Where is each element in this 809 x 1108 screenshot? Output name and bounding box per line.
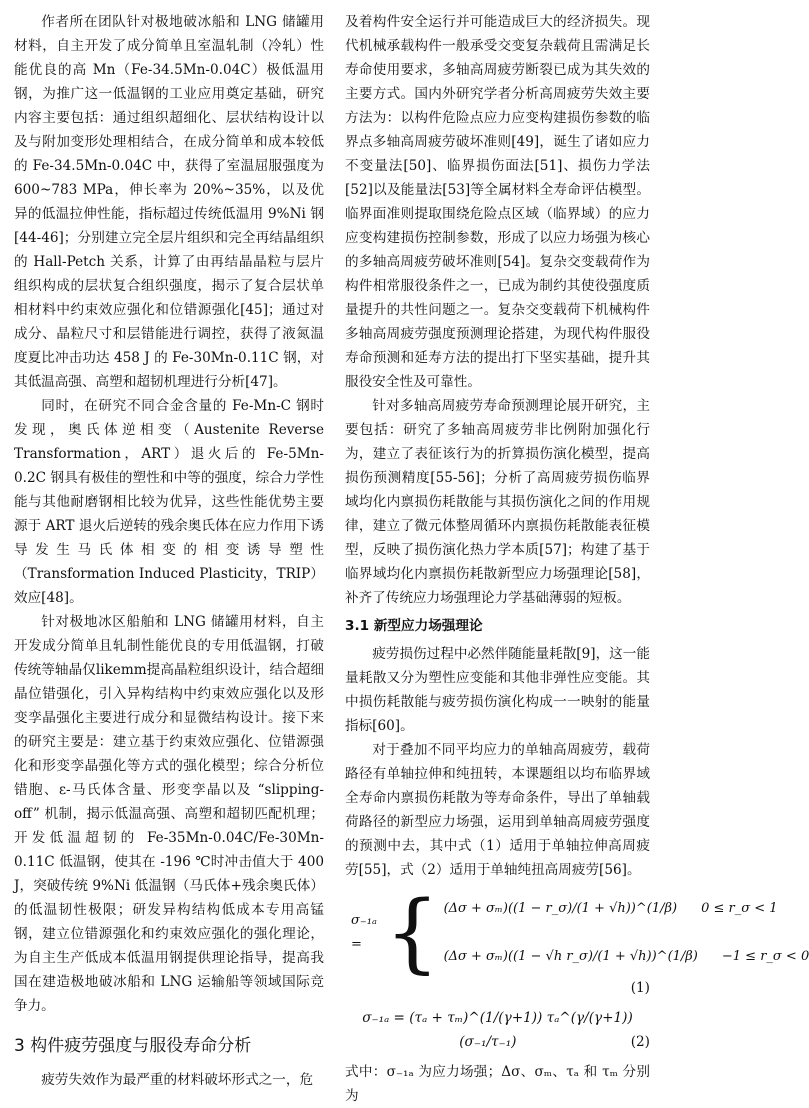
brace-symbol: { — [384, 883, 440, 983]
equation-2 — [345, 1006, 650, 1054]
equation-1 — [351, 883, 809, 983]
equation-cases — [444, 897, 809, 969]
left-column — [14, 10, 324, 1092]
equation-number: (1) — [630, 980, 650, 996]
subsection-heading: 3.1 新型应力场强理论 — [345, 618, 483, 634]
equation-condition: 0 ≤ r_σ < 1 — [701, 901, 778, 916]
paragraph: 针对多轴高周疲劳寿命预测理论展开研究，主要包括：研究了多轴高周疲劳非比例附加强化行为，建立了表征该行为的折算损伤演化模型，提高损伤预测精度[55-56]；分析了高周疲劳损伤临界域均化内禀损伤耗散能与其损伤演化之间的作用规律，建立了微元体整周循环内禀损伤耗散能表征模型，反映了损伤演化热力学本质[57]；构建了基于临界域均化内禀损伤耗散新型应力场强理论[58]，补齐了传统应力场强理论力学基础薄弱的短板。 — [345, 398, 650, 606]
right-column — [345, 10, 809, 1108]
paragraph: 疲劳损伤过程中必然伴随能量耗散[9]，这一能量耗散又分为塑性应变能和其他非弹性应变能。其中损伤耗散能与疲劳损伤演化构成一一映射的能量指标[60]。 — [345, 646, 650, 734]
equation-expr: (Δσ + σₘ)((1 − r_σ)/(1 + √h))^(1/β) — [443, 901, 678, 916]
paragraph: 疲劳失效作为最严重的材料破坏形式之一，危 — [41, 1072, 314, 1088]
equation-case — [444, 897, 809, 921]
equation-condition: −1 ≤ r_σ < 0 — [721, 949, 809, 964]
equation-expr: σ₋₁ₐ = (τₐ + τₘ)^(1/(γ+1)) τₐ^(γ/(γ+1)) (σ₋₁/τ₋₁) — [362, 1010, 633, 1050]
paragraph: 式中：σ₋₁ₐ 为应力场强；Δσ、σₘ、τₐ 和 τₘ 分别为 — [345, 1064, 650, 1104]
equation-case — [444, 945, 809, 969]
equation-lhs: σ₋₁ₐ = — [351, 913, 377, 952]
section-heading: 3 构件疲劳强度与服役寿命分析 — [14, 1036, 252, 1056]
equation-number: (2) — [630, 1034, 650, 1050]
paragraph: 针对极地冰区船舶和 LNG 储罐用材料，自主开发成分简单且轧制性能优良的专用低温钢，打破传统等轴晶仅likemm提高晶粒组织设计，结合超细晶位错强化，引入异构结构中约束效应强化以及形变孪晶强化主要进行成分和显微结构设计。接下来的研究主要是：建立基于约束效应强化、位错源强化和形变孪晶强化等方式的强化模型；综合分析位错胞、ε-马氏体含量、形变孪晶以及 “slipping-off” 机制，揭示低温高强、高塑和超韧匹配机理；开发低温超韧的 Fe-35Mn-0.04C/Fe-30Mn-0.11C 低温钢，使其在 -196 ℃时冲击值大于 400 J，突破传统 9%Ni 低温钢（马氏体+残余奥氏体）的低温韧性极限；研发异构结构低成本专用高锰钢，建立位错源强化和约束效应强化的强化理论，为自主生产低成本低温用钢提供理论指导，提高我国在建造极地破冰船和 LNG 运输船等领域国际竞争力。 — [14, 614, 324, 1014]
paragraph: 对于叠加不同平均应力的单轴高周疲劳，载荷路径有单轴拉伸和纯扭转，本课题组以均布临界域全寿命内禀损伤耗散为等寿命条件，导出了单轴载荷路径的新型应力场强，运用到单轴高周疲劳强度的预测中去，其中式（1）适用于单轴拉伸高周疲劳[55]，式（2）适用于单轴纯扭高周疲劳[56]。 — [345, 742, 650, 878]
paragraph: 作者所在团队针对极地破冰船和 LNG 储罐用材料，自主开发了成分简单且室温轧制（冷轧）性能优良的高 Mn（Fe-34.5Mn-0.04C）极低温用钢，为推广这一低温钢的工业应用奠定基础，研究内容主要包括：通过组织超细化、层状结构设计以及与附加变形处理相结合，在成分简单和成本较低的 Fe-34.5Mn-0.04C 中，获得了室温屈服强度为 600~783 MPa，伸长率为 20%~35%，以及优异的低温拉伸性能，指标超过传统低温用 9%Ni 钢[44-46]；分别建立完全层片组织和完全再结晶组织的 Hall-Petch 关系，计算了由再结晶晶粒与层片组织构成的层状复合组织强度，揭示了复合层状单相材料中约束效应强化和位错源强化[45]；通过对成分、晶粒尺寸和层错能进行调控，获得了液氮温度夏比冲击功达 458 J 的 Fe-30Mn-0.11C 钢，对其低温高强、高塑和超韧机理进行分析[47]。 — [14, 14, 324, 390]
equation-expr: (Δσ + σₘ)((1 − √h r_σ)/(1 + √h))^(1/β) — [443, 949, 698, 964]
paragraph: 同时，在研究不同合金含量的 Fe-Mn-C 钢时发现，奥氏体逆相变（Austenite Reverse Transformation，ART）退火后的 Fe-5Mn-0.2C 钢具有极佳的塑性和中等的强度，综合力学性能与其他耐磨钢相比较为优异，这些性能优势主要源于 ART 退火后逆转的残余奥氏体在应力作用下诱导发生马氏体相变的相变诱导塑性（Transformation Induced Plasticity，TRIP）效应[48]。 — [14, 398, 324, 606]
paragraph: 及着构件安全运行并可能造成巨大的经济损失。现代机械承载构件一般承受交变复杂载荷且需满足长寿命使用要求，多轴高周疲劳断裂已成为其失效的主要方式。国内外研究学者分析高周疲劳失效主要方法为：以构件危险点应力应变构建损伤参数的临界点多轴高周疲劳破坏准则[49]，诞生了诸如应力不变量法[50]、临界损伤面法[51]、损伤力学法[52]以及能量法[53]等全属材料全寿命评估模型。临界面准则提取围绕危险点区域（临界域）的应力应变构建损伤控制参数，形成了以应力场强为核心的多轴高周疲劳破坏准则[54]。复杂交变载荷作为构件相常服役条件之一，已成为制约其使役强度质量提升的共性问题之一。复杂交变载荷下机械构件多轴高周疲劳强度预测理论搭建，为现代构件服役寿命预测和延寿方法的提出打下坚实基础，提升其服役安全性及可靠性。 — [345, 14, 650, 390]
